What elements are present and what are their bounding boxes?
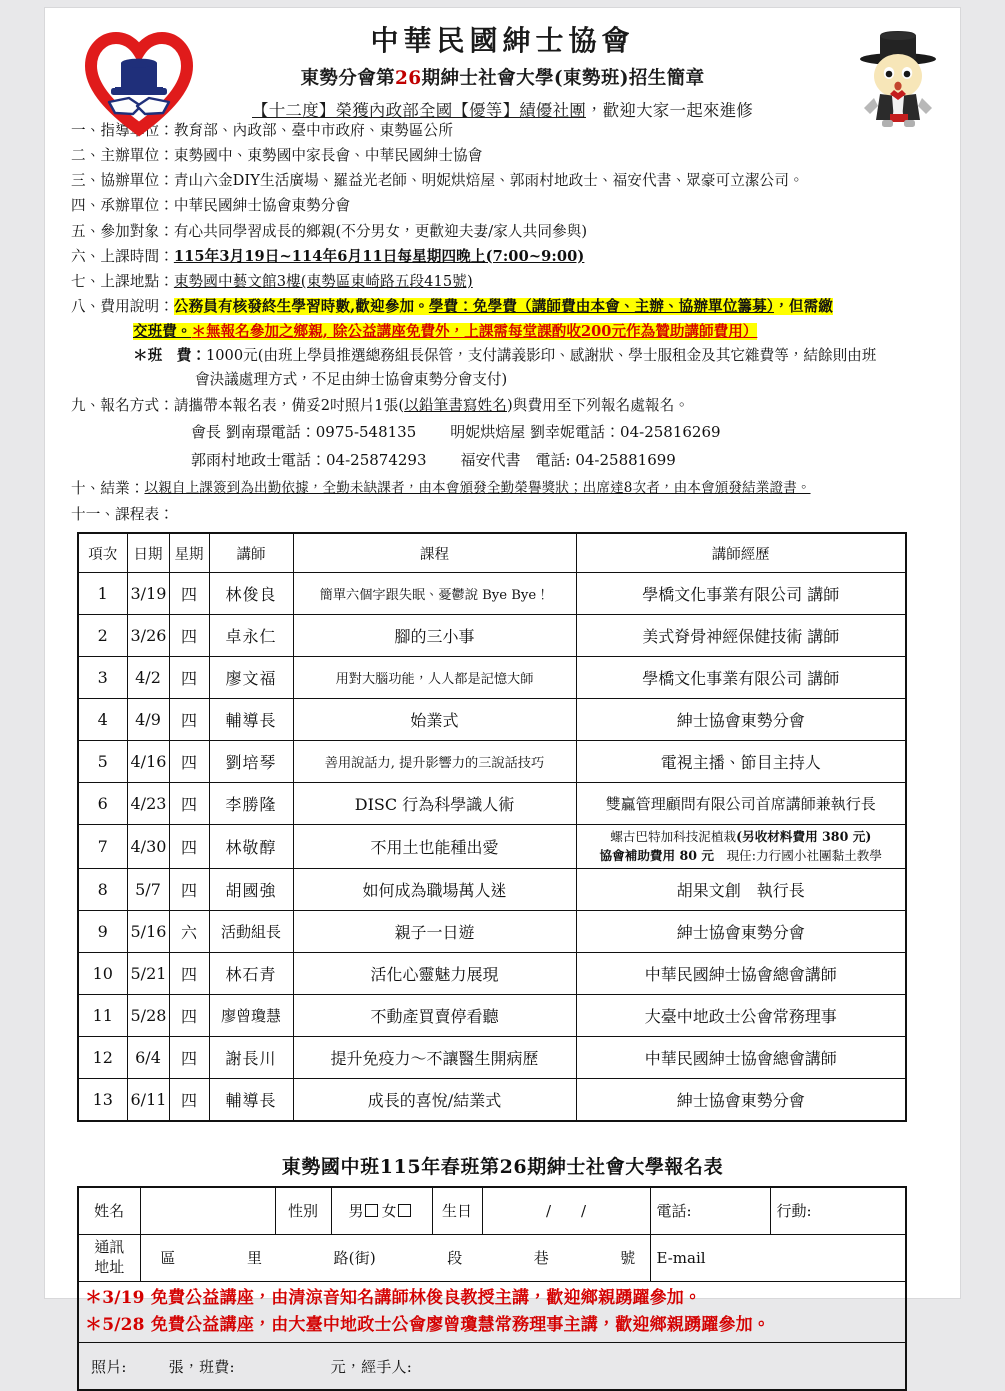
cell-course: 不動產買賣停看聽 (293, 994, 576, 1036)
completion-label: 十、結業： (71, 480, 145, 498)
list-item-7-body: 東勢國中藝文館3樓(東勢區東崎路五段415號) (173, 272, 473, 290)
fee-label: 八、費用說明： (71, 297, 174, 315)
cell-week: 四 (169, 952, 209, 994)
tagline-underlined: 【十二度】榮獲內政部全國【優等】績優社團 (252, 101, 586, 121)
contact-1-left: 會長 劉南璟電話：0975-548135 (191, 422, 417, 441)
table-row (78, 657, 906, 699)
cell-no: 12 (78, 1036, 127, 1078)
term-number: 26 (395, 68, 422, 90)
list-item-3 (71, 169, 942, 193)
list-item-1-label: 一、指導單位： (71, 122, 174, 139)
cell-week: 四 (169, 825, 209, 869)
signup-item (71, 394, 942, 418)
fee-line2 (71, 320, 942, 344)
cell-teacher: 林俊良 (209, 573, 293, 615)
cell-exp: 中華民國紳士協會總會講師 (576, 1036, 906, 1078)
cell-no: 9 (78, 910, 127, 952)
gender-male-label: 男 (348, 1202, 364, 1221)
table-row (78, 868, 906, 910)
registration-form-table (77, 1186, 907, 1391)
form-row-name (78, 1187, 906, 1235)
list-item-1-body: 教育部、內政部、臺中市政府、東勢區公所 (173, 122, 454, 139)
list-item-2-body: 東勢國中、東勢國中家長會、中華民國紳士協會 (173, 147, 483, 165)
contact-row-1 (71, 419, 942, 447)
mobile-label: 行動: (776, 1202, 812, 1221)
cell-course: 腳的三小事 (293, 615, 576, 657)
email-field[interactable] (650, 1234, 906, 1281)
cell-week: 四 (169, 573, 209, 615)
course-table-container (45, 528, 960, 1122)
cell-date: 5/7 (127, 868, 169, 910)
list-item-4-label: 四、承辦單位： (71, 197, 174, 215)
notice-block (78, 1281, 906, 1342)
cell-week: 六 (169, 910, 209, 952)
phone-label: 電話: (656, 1202, 692, 1221)
contact-1-right: 明妮烘焙屋 劉幸妮電話：04-25816269 (450, 422, 721, 441)
zhang-label: 張，班費: (168, 1357, 235, 1376)
cell-week: 四 (169, 1036, 209, 1078)
cell-teacher: 活動組長 (209, 910, 293, 952)
cell-exp: 胡果文創 執行長 (576, 868, 906, 910)
class-fee-line2: 會決議處理方式，不足由紳士協會東勢分會支付) (195, 370, 508, 388)
course-table (77, 532, 907, 1122)
signup-body (174, 394, 942, 418)
fee-body (174, 295, 942, 319)
list-item-2 (71, 144, 942, 168)
table-row (78, 699, 906, 741)
birth-input[interactable]: / / (482, 1187, 650, 1235)
col-no: 項次 (78, 533, 127, 573)
table-row (78, 1036, 906, 1078)
cell-date: 4/2 (127, 657, 169, 699)
yuan-handler-label: 元，經手人: (330, 1357, 412, 1376)
fee-line2-a: 交班費。 (133, 323, 192, 341)
cell-date: 6/4 (127, 1036, 169, 1078)
cell-date: 5/28 (127, 994, 169, 1036)
address-field-village: 里 (246, 1249, 263, 1268)
address-label-line2: 地址 (94, 1257, 125, 1276)
gender-label: 性別 (275, 1187, 331, 1235)
footer-fields[interactable] (78, 1343, 906, 1391)
table-row (78, 994, 906, 1036)
table-row (78, 741, 906, 783)
cell-date: 6/11 (127, 1078, 169, 1121)
exp-line2-b: 現任:力行國小社團黏土教學 (713, 847, 882, 863)
cell-course: 不用土也能種出愛 (293, 825, 576, 869)
cell-no: 13 (78, 1078, 127, 1121)
subtitle-pre: 東勢分會第 (300, 68, 396, 90)
registration-form-title: 東勢國中班115年春班第26期紳士社會大學報名表 (281, 1155, 724, 1178)
cell-course: 提升免疫力～不讓醫生開病歷 (293, 1036, 576, 1078)
list-item-5-label: 五、參加對象： (71, 222, 174, 240)
cell-exp: 紳士協會東勢分會 (576, 699, 906, 741)
cell-exp: 雙贏管理顧問有限公司首席講師兼執行長 (576, 783, 906, 825)
col-date: 日期 (127, 533, 169, 573)
address-field-section: 段 (447, 1249, 463, 1268)
exp-line1-b: (另收材料費用 380 元) (736, 829, 872, 845)
schedule-label: 十一、課程表： (71, 505, 174, 523)
cell-exp: 紳士協會東勢分會 (576, 1078, 906, 1121)
cell-teacher: 劉培琴 (209, 741, 293, 783)
notice-line-1: ＊3/19 免費公益講座，由清涼音知名講師林俊良教授主講，歡迎鄉親踴躍參加。 (85, 1287, 702, 1308)
cell-no: 7 (78, 825, 127, 869)
cell-no: 1 (78, 573, 127, 615)
exp-line2 (580, 847, 903, 866)
gender-female-checkbox[interactable] (398, 1204, 411, 1217)
table-row (78, 825, 906, 869)
contact-row-2 (71, 447, 942, 475)
cell-week: 四 (169, 741, 209, 783)
list-item-6-body: 115年3月19日~114年6月11日每星期四晚上(7:00~9:00) (173, 247, 585, 265)
col-teacher: 講師 (209, 533, 293, 573)
col-course: 課程 (293, 533, 576, 573)
cell-course: 簡單六個字跟失眠、憂鬱說 Bye Bye！ (293, 573, 576, 615)
cell-teacher: 輔導長 (209, 1078, 293, 1121)
cell-exp: 學橋文化事業有限公司 講師 (576, 657, 906, 699)
cell-date: 5/16 (127, 910, 169, 952)
contact-2-left: 郭雨村地政士電話：04-25874293 (191, 450, 427, 469)
cell-teacher: 林敬醇 (209, 825, 293, 869)
address-label-line1: 通訊 (94, 1238, 125, 1257)
cell-exp: 美式脊骨神經保健技術 講師 (576, 615, 906, 657)
birth-label: 生日 (432, 1187, 482, 1235)
cell-date: 4/23 (127, 783, 169, 825)
cell-date: 4/16 (127, 741, 169, 783)
cell-course: 始業式 (293, 699, 576, 741)
org-title: 中華民國紳士協會 (370, 24, 635, 57)
list-item-3-label: 三、協辦單位： (71, 172, 174, 190)
exp-line2-a: 協會補助費用 80 元 (599, 847, 714, 863)
signup-label: 九、報名方式： (71, 396, 174, 414)
document-page (45, 8, 960, 1376)
list-item-7 (71, 270, 942, 294)
list-item-1 (71, 119, 942, 143)
gentleman-mascot-icon (850, 24, 946, 128)
list-item-4 (71, 194, 942, 218)
cell-course: 用對大腦功能，人人都是記憶大師 (293, 657, 576, 699)
cell-no: 5 (78, 741, 127, 783)
fee-line1-b: 學費：免學費（講師費由本會、主辦、協辦單位籌募） (428, 297, 775, 315)
exp-line1-a: 螺古巴特加科技泥植栽 (610, 829, 737, 845)
cell-exp: 紳士協會東勢分會 (576, 910, 906, 952)
photo-label: 照片: (91, 1357, 127, 1376)
cell-week: 四 (169, 783, 209, 825)
col-exp: 講師經歷 (576, 533, 906, 573)
list-item-5 (71, 220, 942, 244)
table-row (78, 910, 906, 952)
address-field-lane: 巷 (533, 1249, 549, 1268)
cell-teacher: 輔導長 (209, 699, 293, 741)
form-row-footer (78, 1343, 906, 1391)
document-header (45, 8, 960, 121)
cell-course: 親子一日遊 (293, 910, 576, 952)
table-row (78, 615, 906, 657)
gender-male-checkbox[interactable] (365, 1204, 378, 1217)
list-item-7-label: 七、上課地點： (71, 272, 174, 290)
info-list (45, 119, 960, 527)
cell-exp: 大臺中地政士公會常務理事 (576, 994, 906, 1036)
registration-form-container (45, 1186, 960, 1391)
class-fee-line1 (71, 344, 942, 368)
completion-body: 以親自上課簽到為出勤依據，全勤未缺課者，由本會頒發全勤榮譽獎狀；出席達8次者，由本會頒發結業證書。 (144, 480, 811, 497)
list-item-5-body: 有心共同學習成長的鄉親(不分男女，更歡迎夫妻/家人共同參與) (173, 222, 588, 240)
cell-no: 3 (78, 657, 127, 699)
table-row (78, 573, 906, 615)
gender-options[interactable] (331, 1187, 432, 1235)
document-sheet (45, 8, 960, 1376)
completion-item (71, 477, 942, 501)
address-label (78, 1234, 140, 1281)
cell-teacher: 卓永仁 (209, 615, 293, 657)
email-label: E-mail (656, 1248, 706, 1267)
cell-exp: 中華民國紳士協會總會講師 (576, 952, 906, 994)
address-field-district: 區 (160, 1249, 176, 1268)
cell-week: 四 (169, 868, 209, 910)
cell-no: 10 (78, 952, 127, 994)
subtitle-post: 期紳士社會大學(東勢班)招生簡章 (421, 68, 705, 90)
cell-teacher: 廖文福 (209, 657, 293, 699)
name-input[interactable] (140, 1187, 275, 1235)
col-week: 星期 (169, 533, 209, 573)
form-row-notice (78, 1281, 906, 1342)
signup-body-a: 請攜帶本報名表，備妥2吋照片1張( (173, 396, 405, 414)
list-item-6-label: 六、上課時間： (71, 247, 174, 265)
cell-week: 四 (169, 1078, 209, 1121)
cell-date: 3/19 (127, 573, 169, 615)
address-field-number: 號 (620, 1249, 636, 1268)
list-item-4-body: 中華民國紳士協會東勢分會 (173, 197, 351, 215)
cell-course: 成長的喜悅/結業式 (293, 1078, 576, 1121)
course-table-header-row (78, 533, 906, 573)
table-row (78, 952, 906, 994)
cell-date: 4/9 (127, 699, 169, 741)
signup-body-underlined: 以鉛筆書寫姓名 (404, 396, 507, 414)
class-fee-text1: 1000元(由班上學員推選總務組長保管，支付講義影印、感謝狀、學士服租金及其它雜費等，結餘則由班 (205, 346, 877, 364)
cell-teacher: 廖曾瓊慧 (209, 994, 293, 1036)
fee-line1-c: ，但需繳 (774, 297, 833, 315)
table-row (78, 783, 906, 825)
cell-teacher: 胡國強 (209, 868, 293, 910)
cell-course: DISC 行為科學識人術 (293, 783, 576, 825)
fee-item (71, 295, 942, 319)
phone-field[interactable] (650, 1187, 770, 1235)
heart-tophat-handshake-logo (85, 30, 193, 135)
cell-no: 11 (78, 994, 127, 1036)
contact-2-right: 福安代書 電話: 04-25881699 (460, 450, 676, 469)
mobile-field[interactable] (770, 1187, 906, 1235)
cell-course: 如何成為職場萬人迷 (293, 868, 576, 910)
tagline-rest: ，歡迎大家一起來進修 (586, 101, 753, 121)
cell-week: 四 (169, 699, 209, 741)
fee-line1-a: 公務員有核發終生學習時數,歡迎參加。 (173, 297, 429, 315)
cell-teacher: 謝長川 (209, 1036, 293, 1078)
name-label: 姓名 (78, 1187, 140, 1235)
class-fee-label: ＊班 費： (133, 346, 206, 364)
cell-date: 4/30 (127, 825, 169, 869)
form-row-address (78, 1234, 906, 1281)
cell-teacher: 李勝隆 (209, 783, 293, 825)
cell-course: 善用說話力, 提升影響力的三說話技巧 (293, 741, 576, 783)
notice-line-2: ＊5/28 免費公益講座，由大臺中地政士公會廖曾瓊慧常務理事主講，歡迎鄉親踴躍參加。 (85, 1315, 771, 1336)
gender-female-label: 女 (381, 1202, 397, 1221)
list-item-6 (71, 245, 942, 269)
address-input[interactable] (140, 1234, 650, 1281)
cell-no: 6 (78, 783, 127, 825)
cell-exp (576, 825, 906, 869)
cell-exp: 電視主播、節目主持人 (576, 741, 906, 783)
cell-week: 四 (169, 994, 209, 1036)
cell-week: 四 (169, 657, 209, 699)
address-field-road: 路(街) (333, 1249, 376, 1268)
cell-teacher: 林石青 (209, 952, 293, 994)
cell-course: 活化心靈魅力展現 (293, 952, 576, 994)
list-item-3-body: 青山六金DIY生活廣場、羅益光老師、明妮烘焙屋、郭雨村地政士、福安代書、眾豪可立潔公司。 (173, 172, 804, 190)
cell-no: 8 (78, 868, 127, 910)
signup-body-b: )與費用至下列報名處報名。 (507, 396, 690, 414)
cell-date: 3/26 (127, 615, 169, 657)
cell-date: 5/21 (127, 952, 169, 994)
fee-line2-b: ＊無報名參加之鄉親, 除公益講座免費外，上課需每堂課酌收200元作為贊助講師費用） (191, 323, 758, 341)
cell-no: 4 (78, 699, 127, 741)
table-row (78, 1078, 906, 1121)
cell-no: 2 (78, 615, 127, 657)
cell-week: 四 (169, 615, 209, 657)
cell-exp: 學橋文化事業有限公司 講師 (576, 573, 906, 615)
list-item-2-label: 二、主辦單位： (71, 147, 174, 165)
